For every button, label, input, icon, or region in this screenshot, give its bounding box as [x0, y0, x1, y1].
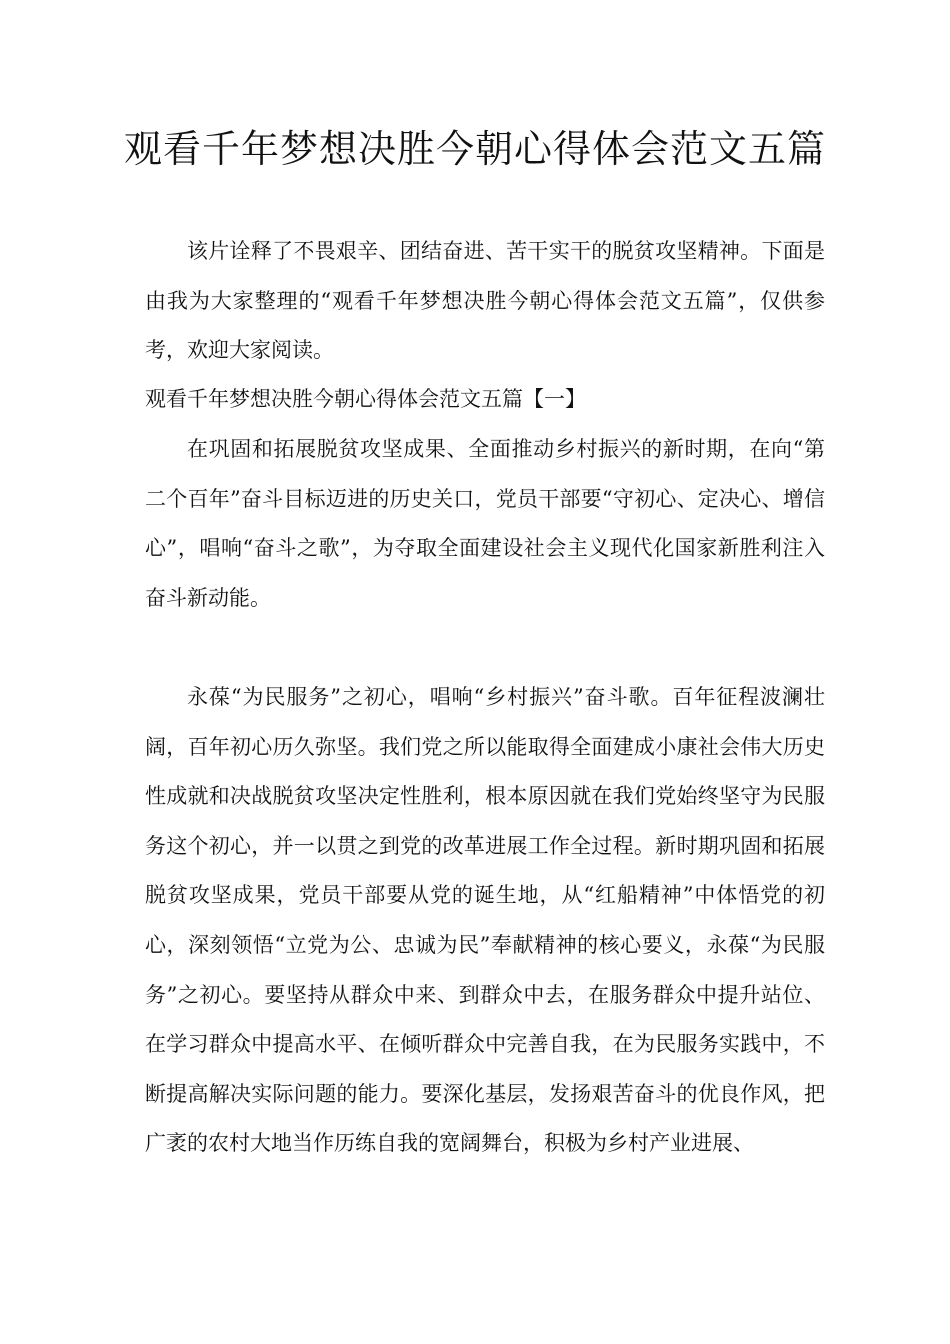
body-paragraph-2: 永葆“为民服务”之初心，唱响“乡村振兴”奋斗歌。百年征程波澜壮阔，百年初心历久弥坚。我们党之所以能取得全面建成小康社会伟大历史性成就和决战脱贫攻坚决定性胜利，根本原因就在我们党始终坚守为民服务这个初心，并一以贯之到党的改革进展工作全过程。新时期巩固和拓展脱贫攻坚成果，党员干部要从党的诞生地，从“红船精神”中体悟党的初心，深刻领悟“立党为公、忠诚为民”奉献精神的核心要义，永葆“为民服务”之初心。要坚持从群众中来、到群众中去，在服务群众中提升站位、在学习群众中提高水平、在倾听群众中完善自我，在为民服务实践中，不断提高解决实际问题的能力。要深化基层，发扬艰苦奋斗的优良作风，把广袤的农村大地当作历练自我的宽阔舞台，积极为乡村产业进展、 — [145, 685, 825, 1156]
section-heading: 观看千年梦想决胜今朝心得体会范文五篇【一】 — [145, 387, 586, 411]
document-title: 观看千年梦想决胜今朝心得体会范文五篇 — [123, 127, 826, 171]
intro-paragraph: 该片诠释了不畏艰辛、团结奋进、苦干实干的脱贫攻坚精神。下面是由我为大家整理的“观看千年梦想决胜今朝心得体会范文五篇”，仅供参考，欢迎大家阅读。 — [145, 239, 825, 363]
body-paragraph-1: 在巩固和拓展脱贫攻坚成果、全面推动乡村振兴的新时期，在向“第二个百年”奋斗目标迈进的历史关口，党员干部要“守初心、定决心、增信心”，唱响“奋斗之歌”，为夺取全面建设社会主义现代化国家新胜利注入奋斗新动能。 — [145, 437, 825, 610]
